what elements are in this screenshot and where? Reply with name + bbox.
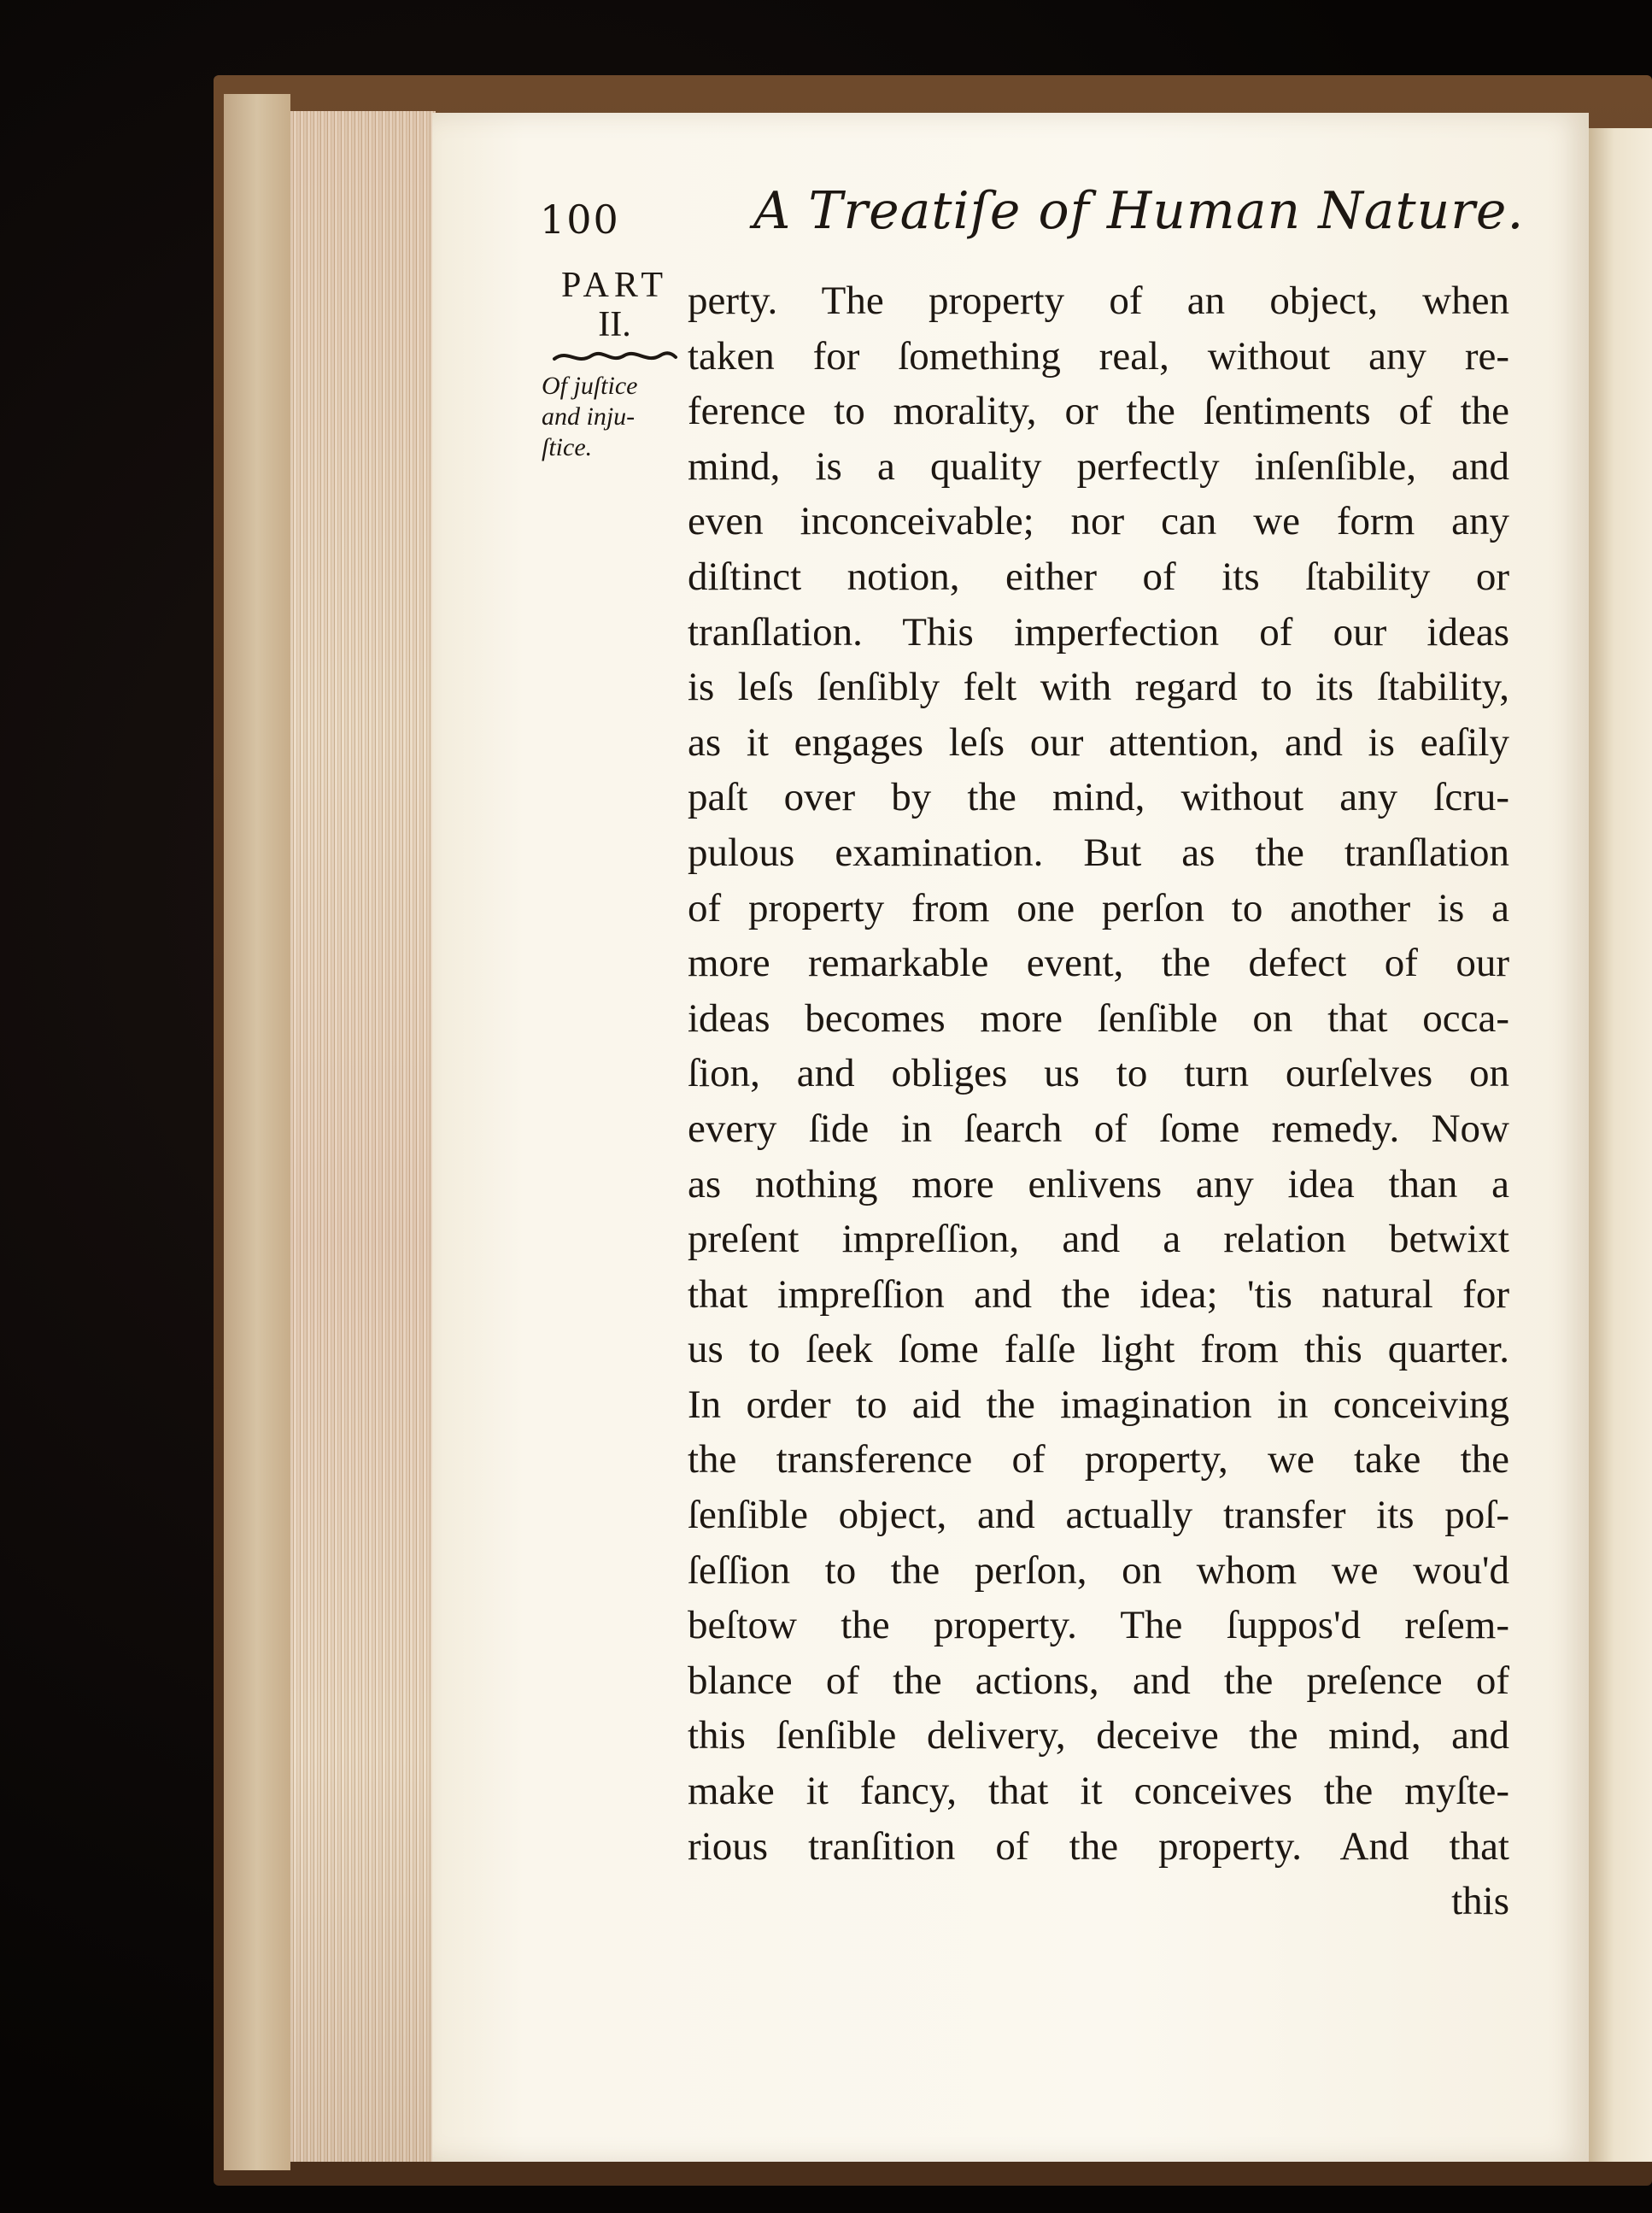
text-line: make it fancy, that it conceives the myſte-	[688, 1769, 1509, 1814]
running-title: A Treatiſe of Human Nature.	[753, 181, 1525, 241]
text-line: this ſenſible delivery, deceive the mind, and	[688, 1713, 1509, 1758]
opposite-page-edge	[1589, 128, 1652, 2162]
text-line: more remarkable event, the defect of our	[688, 941, 1509, 986]
text-line: every ſide in ſearch of ſome remedy. Now	[688, 1106, 1509, 1151]
body-text	[688, 273, 1509, 1929]
text-line: us to ſeek ſome falſe light from this quarter.	[688, 1327, 1509, 1372]
text-line: that impreſſion and the idea; 'tis natural for	[688, 1271, 1509, 1317]
text-line: the transference of property, we take the	[688, 1437, 1509, 1482]
text-line: ſion, and obliges us to turn ourſelves on	[688, 1051, 1509, 1096]
page-header	[540, 181, 1525, 258]
text-line: as it engages leſs our attention, and is eaſily	[688, 719, 1509, 765]
side-note-line: ſtice.	[542, 433, 593, 461]
text-line: as nothing more enlivens any idea than a	[688, 1161, 1509, 1206]
text-line: perty. The property of an object, when	[688, 279, 1509, 323]
text-line: blance of the actions, and the preſence of	[688, 1658, 1509, 1703]
text-line: ſeſſion to the perſon, on whom we wou'd	[688, 1547, 1509, 1593]
text-line: is leſs ſenſibly felt with regard to its ſtability,	[688, 665, 1509, 710]
part-number: II.	[598, 305, 631, 344]
text-line: ſenſible object, and actually transfer its poſ-	[688, 1493, 1509, 1538]
page-number: 100	[540, 197, 620, 243]
text-line: In order to aid the imagination in conceiving	[688, 1382, 1509, 1427]
side-note-line: and inju-	[542, 402, 636, 431]
text-line: preſent impreſſion, and a relation betwixt	[688, 1217, 1509, 1262]
text-line: ideas becomes more ſenſible on that occa-	[688, 995, 1509, 1041]
fore-edge-leaves	[290, 111, 436, 2162]
part-label: PART	[561, 266, 668, 305]
text-line: ference to morality, or the ſentiments of the	[688, 389, 1509, 434]
page-block-edge	[224, 94, 290, 2170]
text-line: pulous examination. But as the tranſlation	[688, 830, 1509, 875]
text-line: diſtinct notion, either of its ſtability or	[688, 554, 1509, 599]
text-line: even inconceivable; nor can we form any	[688, 499, 1509, 544]
text-line: beſtow the property. The ſuppos'd reſem-	[688, 1603, 1509, 1648]
margin-note	[540, 265, 689, 463]
text-line: rious tranſition of the property. And that	[688, 1823, 1509, 1869]
flourish-ornament-icon	[551, 347, 679, 366]
catchword: this	[1451, 1879, 1509, 1924]
text-line: paſt over by the mind, without any ſcru-	[688, 775, 1509, 820]
text-line: tranſlation. This imperfection of our ideas	[688, 609, 1509, 655]
text-line: mind, is a quality perfectly inſenſible, and	[688, 443, 1509, 489]
text-line: taken for ſomething real, without any re-	[688, 333, 1509, 379]
side-note-line: Of juſtice	[542, 372, 638, 400]
text-line: of property from one perſon to another is a	[688, 885, 1509, 930]
